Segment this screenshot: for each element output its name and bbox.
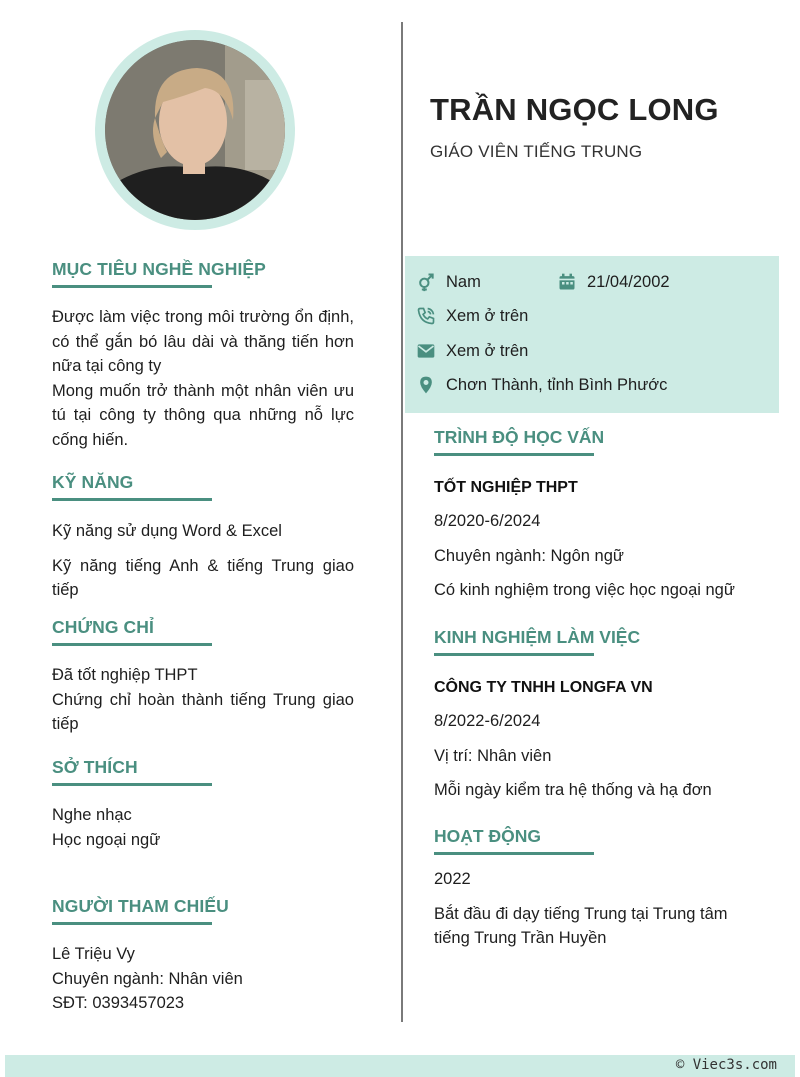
title-underline — [52, 922, 212, 925]
skill-item: Kỹ năng sử dụng Word & Excel — [52, 522, 282, 540]
education-major: Chuyên ngành: Ngôn ngữ — [434, 546, 624, 565]
objective-text-1: Được làm việc trong môi trường ổn định, có thể gắn bó lâu dài và thăng tiến hơn nữa tại công ty — [52, 308, 354, 375]
reference-name: Lê Triệu Vy — [52, 945, 135, 963]
hobby-item: Nghe nhạc — [52, 806, 132, 824]
avatar-photo — [105, 40, 285, 220]
education-section — [434, 427, 764, 603]
email-icon — [415, 340, 437, 362]
skills-section — [52, 472, 354, 603]
footer-copyright[interactable]: © Viec3s.com — [675, 1057, 777, 1073]
birthday-value: 21/04/2002 — [587, 272, 670, 291]
title-underline — [52, 498, 212, 501]
title-underline — [52, 643, 212, 646]
gender-value: Nam — [446, 272, 481, 291]
section-title-education: TRÌNH ĐỘ HỌC VẤN — [434, 427, 605, 447]
phone-value: Xem ở trên — [446, 306, 529, 325]
experience-company: CÔNG TY TNHH LONGFA VN — [434, 679, 653, 696]
address-value: Chơn Thành, tỉnh Bình Phước — [446, 375, 668, 394]
activity-year: 2022 — [434, 870, 471, 888]
contact-phone — [415, 305, 528, 327]
activities-section — [434, 826, 764, 951]
experience-section — [434, 627, 764, 803]
section-title-references: NGƯỜI THAM CHIẾU — [52, 896, 229, 916]
contact-email — [415, 340, 528, 362]
experience-description: Mỗi ngày kiểm tra hệ thống và hạ đơn — [434, 781, 712, 799]
activity-description: Bắt đầu đi dạy tiếng Trung tại Trung tâm tiếng Trung Trần Huyền — [434, 904, 728, 947]
certificates-section — [52, 617, 354, 737]
contact-panel — [405, 256, 779, 413]
phone-icon — [415, 305, 437, 327]
education-school: TỐT NGHIỆP THPT — [434, 479, 578, 496]
job-title: GIÁO VIÊN TIẾNG TRUNG — [430, 142, 643, 161]
contact-address — [415, 374, 667, 396]
footer-bar — [5, 1055, 795, 1077]
column-divider — [401, 22, 403, 1022]
title-underline — [52, 783, 212, 786]
title-underline — [52, 285, 212, 288]
section-title-certificates: CHỨNG CHỈ — [52, 617, 154, 637]
section-title-skills: KỸ NĂNG — [52, 472, 134, 492]
section-title-activities: HOẠT ĐỘNG — [434, 826, 541, 846]
title-underline — [434, 653, 594, 656]
section-title-hobbies: SỞ THÍCH — [52, 757, 138, 777]
references-section — [52, 896, 354, 1016]
hobbies-section — [52, 757, 354, 852]
objective-section — [52, 259, 354, 452]
email-value: Xem ở trên — [446, 341, 529, 360]
experience-period: 8/2022-6/2024 — [434, 712, 541, 730]
objective-text-2: Mong muốn trở thành một nhân viên ưu tú tại công ty thông qua những nỗ lực cống hiến. — [52, 381, 354, 449]
gender-icon — [415, 271, 437, 293]
experience-position: Vị trí: Nhân viên — [434, 746, 552, 765]
location-icon — [415, 374, 437, 396]
reference-major: Chuyên ngành: Nhân viên — [52, 969, 243, 988]
section-title-objective: MỤC TIÊU NGHỀ NGHIỆP — [52, 259, 266, 279]
title-underline — [434, 453, 594, 456]
avatar — [105, 40, 285, 220]
certificate-item: Chứng chỉ hoàn thành tiếng Trung giao tiếp — [52, 690, 354, 733]
reference-phone: SĐT: 0393457023 — [52, 994, 185, 1012]
calendar-icon — [556, 271, 578, 293]
certificate-item: Đã tốt nghiệp THPT — [52, 666, 198, 684]
skill-item: Kỹ năng tiếng Anh & tiếng Trung giao tiếp — [52, 556, 354, 599]
section-title-experience: KINH NGHIỆM LÀM VIỆC — [434, 627, 641, 647]
title-underline — [434, 852, 594, 855]
contact-birthday — [556, 271, 670, 293]
contact-gender — [415, 271, 481, 293]
hobby-item: Học ngoại ngữ — [52, 830, 161, 849]
education-note: Có kinh nghiệm trong việc học ngoại ngữ — [434, 581, 735, 599]
candidate-name: TRẦN NGỌC LONG — [430, 92, 719, 127]
education-period: 8/2020-6/2024 — [434, 512, 541, 530]
